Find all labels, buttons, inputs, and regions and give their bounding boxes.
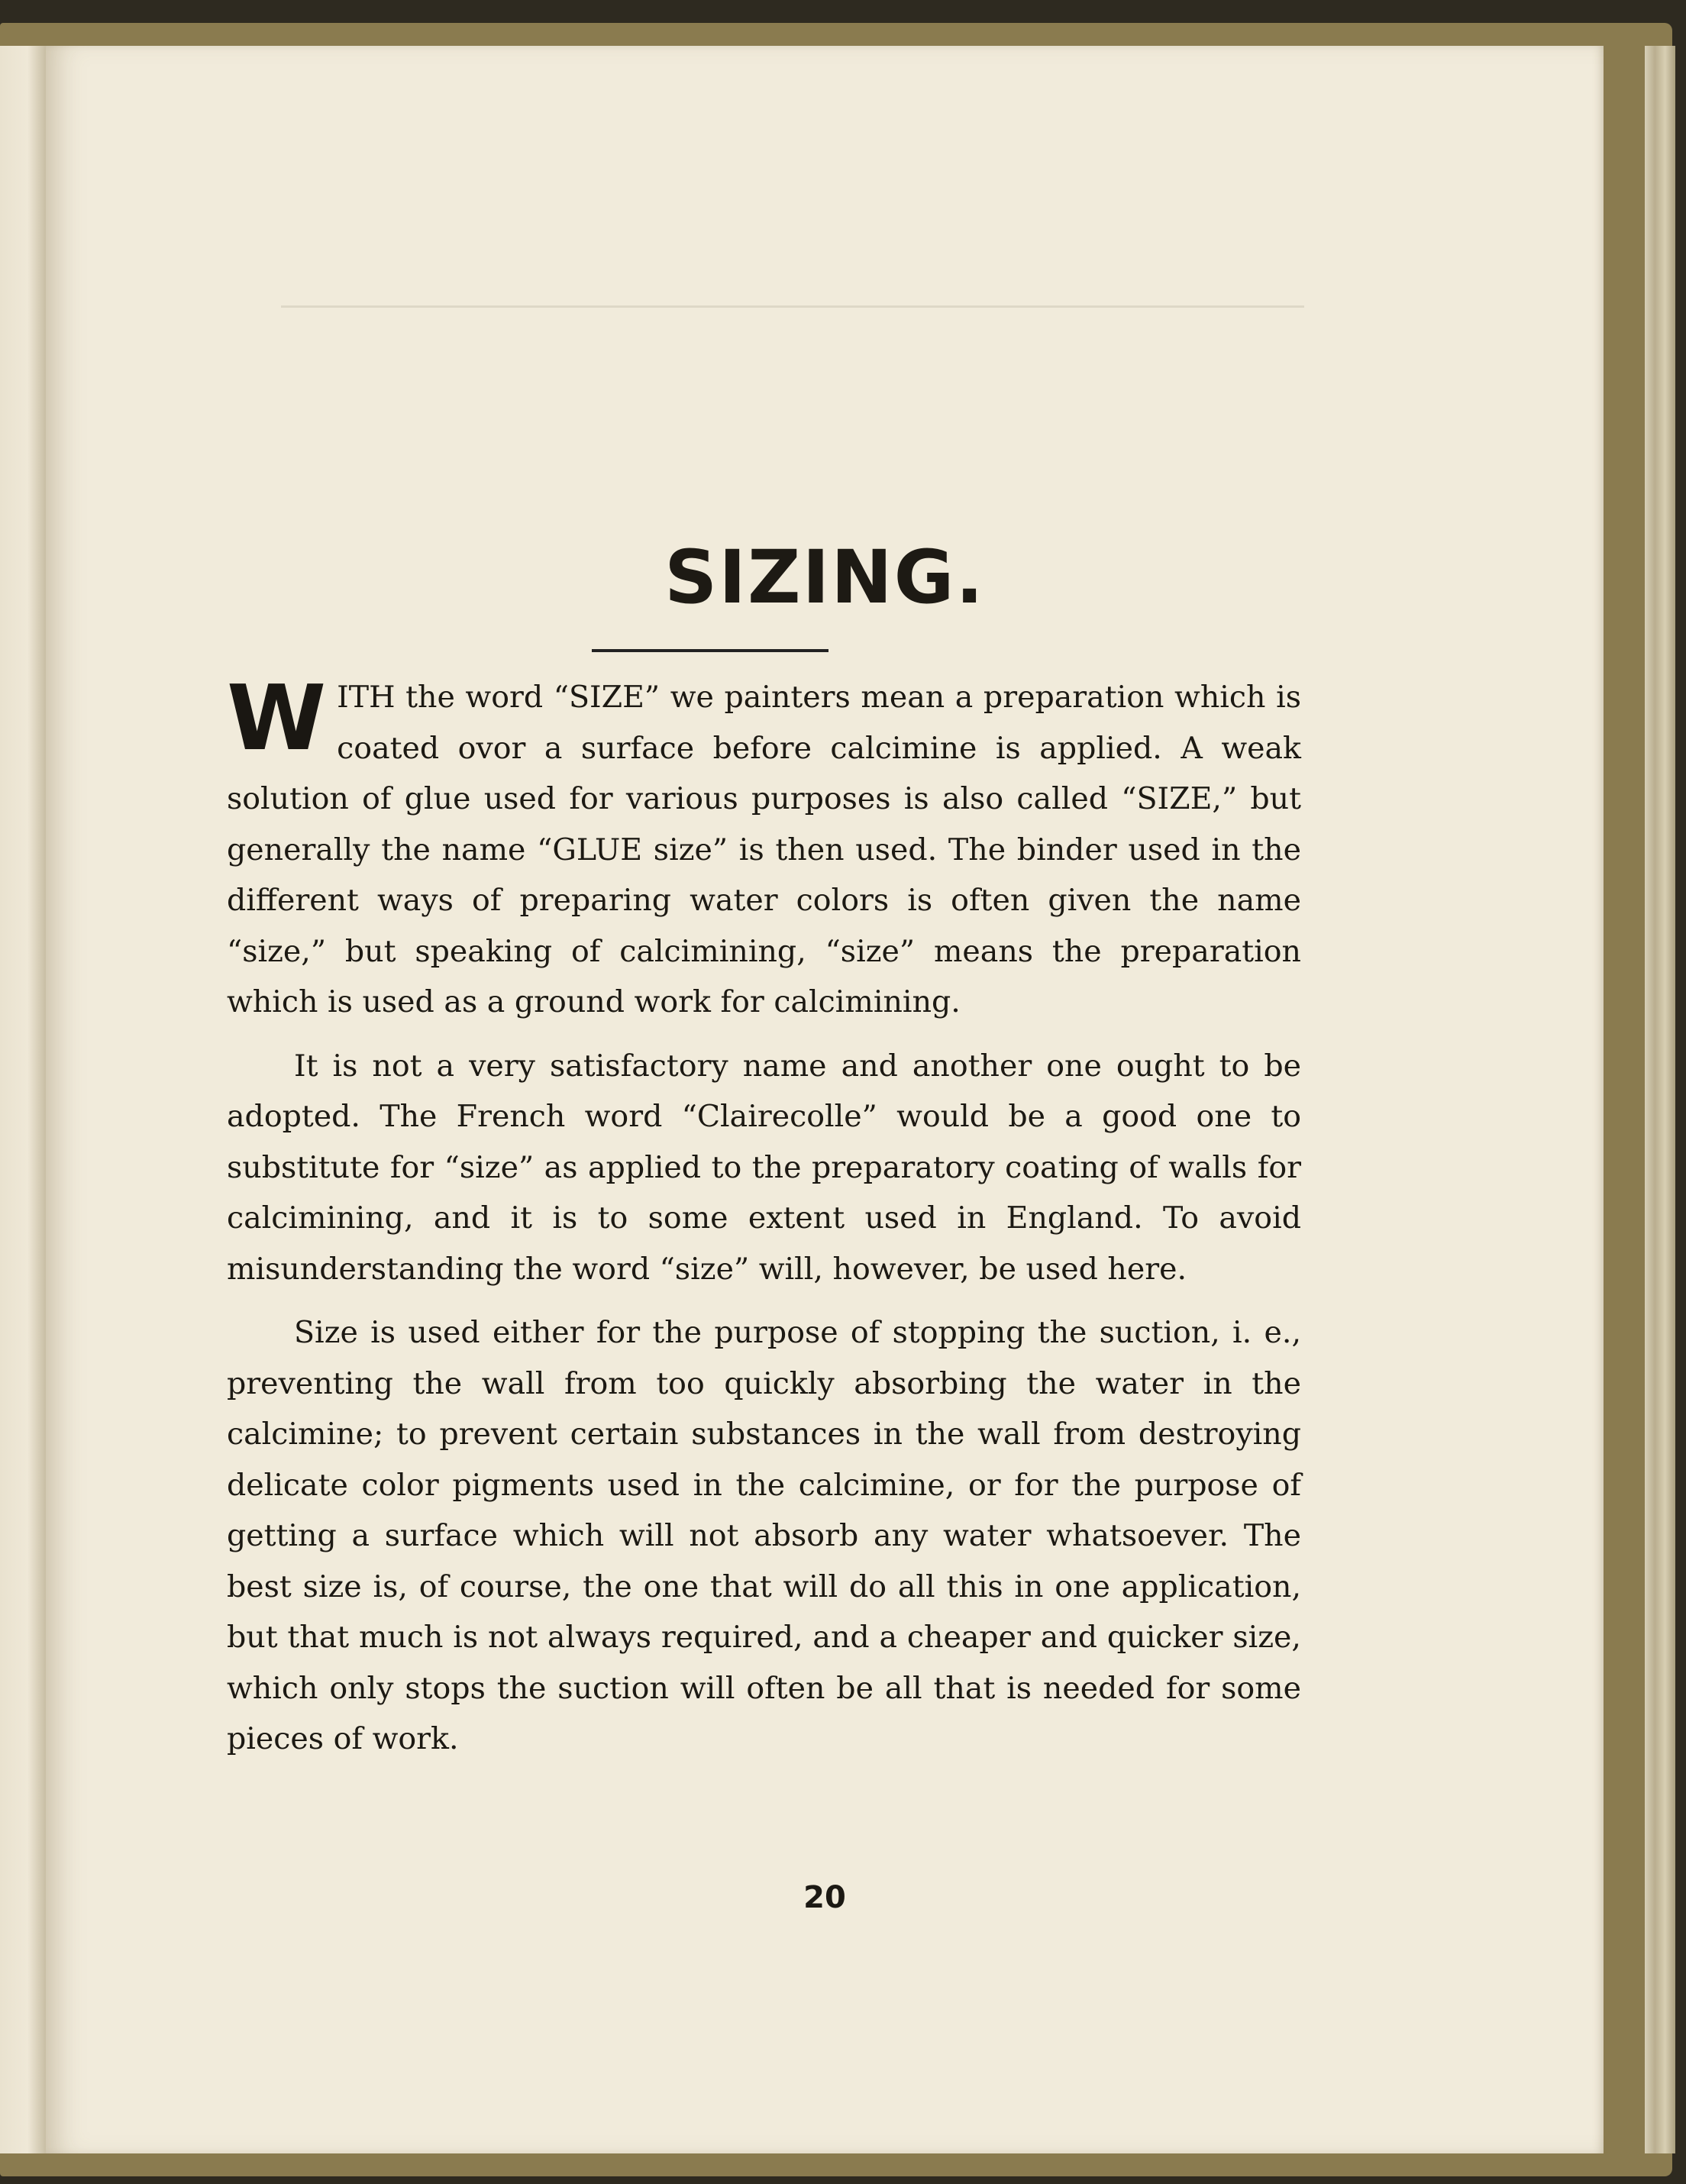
paragraph-2: It is not a very satisfactory name and another one ought to be adopted. The French word “Clairecolle” would be a good one to substitute for “size” as applied to the preparatory coating of walls for calcimining, and it is to some extent used in England. To avoid misunderstanding the word “size” will, however, be used here. <box>227 1048 1301 1287</box>
paragraph-1-text: ITH the word “SIZE” we painters mean a preparation which is coated ovor a surface before calcimine is applied. A weak solution of glue used for various purposes is also called “SIZE,” but generally the name “GLUE size” is then used. The binder used in the different ways of preparing water colors is often given the name “size,” but speaking of calcimining, “size” means the preparation which is used as a ground work for calcimining. <box>227 680 1301 1019</box>
body-text <box>227 665 1301 1778</box>
paragraph-3: Size is used either for the purpose of stopping the suction, i. e., preventing the wall from too quickly absorbing the water in the calcimine; to prevent certain substances in the wall from destroying delicate color pigments used in the calcimine, or for the purpose of getting a surface which will not absorb any water whatsoever. The best size is, of course, the one that will do all this in one application, but that much is not always required, and a cheaper and quicker size, which only stops the suction will often be all that is needed for some pieces of work. <box>227 1315 1301 1756</box>
bleed-through-rule <box>281 305 1304 308</box>
drop-cap: W <box>227 665 327 771</box>
facing-page-edge <box>0 46 46 2153</box>
page-edges <box>1645 46 1675 2153</box>
page-number: 20 <box>803 1880 846 1915</box>
paragraph-1 <box>227 665 1301 1028</box>
title-rule <box>592 649 828 652</box>
chapter-title: SIZING. <box>664 535 985 620</box>
